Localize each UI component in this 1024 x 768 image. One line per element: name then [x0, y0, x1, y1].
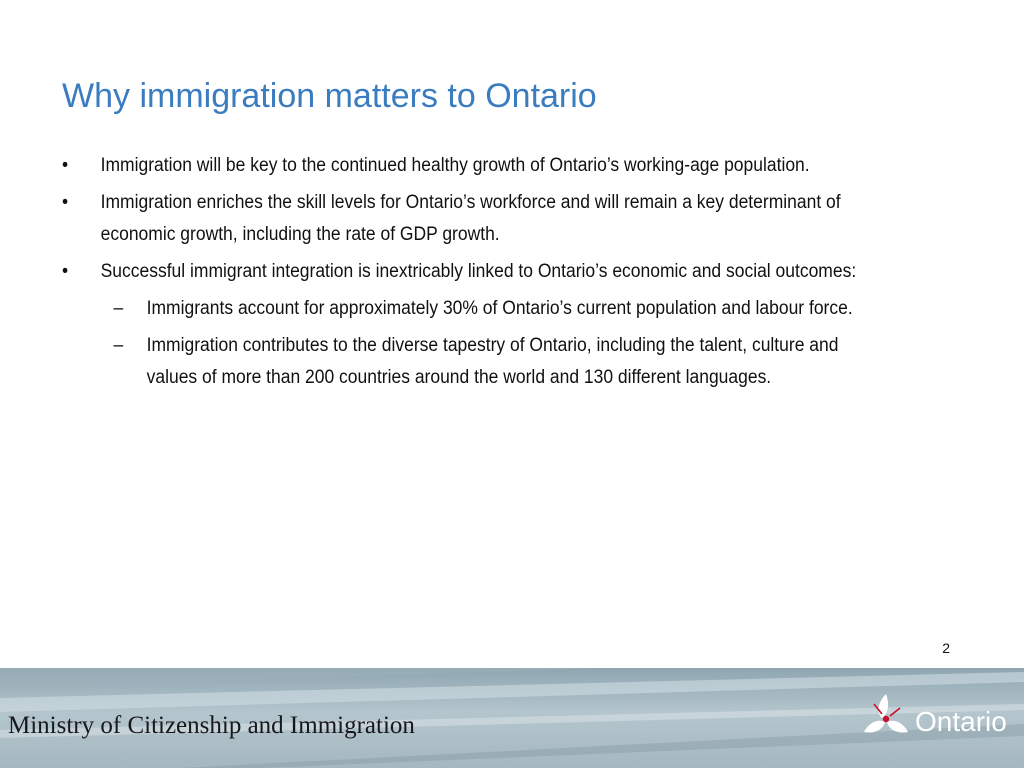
bullet-marker: •	[62, 192, 69, 213]
sub-bullet-item	[62, 293, 890, 325]
bullet-item	[62, 187, 890, 251]
sub-bullet-text: Immigration contributes to the diverse tapestry of Ontario, including the talent, culture and values of more than 200 countries around the world and 130 different languages.	[146, 335, 839, 388]
bullet-text: Immigration enriches the skill levels for Ontario’s workforce and will remain a key determinant of economic growth, including the rate of GDP growth.	[100, 192, 841, 245]
bullet-item	[62, 150, 890, 182]
dash-marker: –	[113, 335, 124, 356]
slide-body	[62, 150, 890, 399]
bullet-item	[62, 256, 890, 288]
page-number: 2	[942, 640, 950, 656]
bullet-text: Immigration will be key to the continued healthy growth of Ontario’s working-age population.	[100, 155, 810, 176]
bullet-text: Successful immigrant integration is inextricably linked to Ontario’s economic and social outcomes:	[100, 261, 857, 282]
ontario-wordmark: Ontario	[915, 706, 1007, 737]
ministry-name: Ministry of Citizenship and Immigration	[8, 712, 415, 739]
bullet-marker: •	[62, 155, 69, 176]
sub-bullet-item	[62, 330, 890, 394]
trillium-icon	[856, 686, 916, 746]
dash-marker: –	[113, 298, 124, 319]
bullet-marker: •	[62, 261, 69, 282]
slide-title: Why immigration matters to Ontario	[62, 77, 597, 115]
sub-bullet-text: Immigrants account for approximately 30% of Ontario’s current population and labour force.	[146, 298, 853, 319]
